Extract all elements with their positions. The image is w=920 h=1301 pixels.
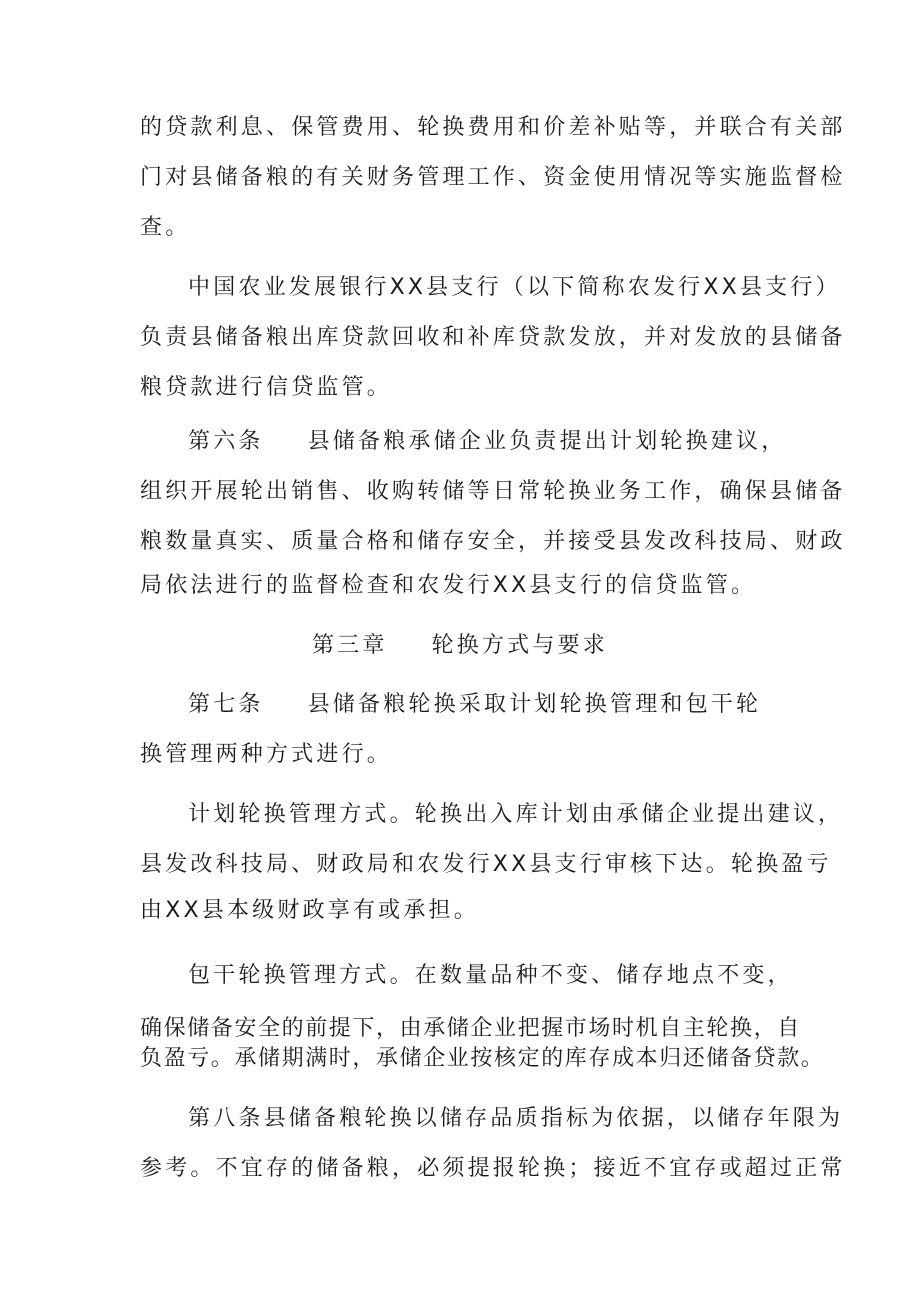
paragraph-line: 计划轮换管理方式。轮换出入库计划由承储企业提出建议， (188, 802, 844, 827)
paragraph-line: 参考。不宜存的储备粮，必须提报轮换；接近不宜存或超过正常 (140, 1156, 846, 1181)
paragraph-line: 县发改科技局、财政局和农发行XX县支行审核下达。轮换盈亏 (140, 852, 832, 877)
paragraph-line: 局依法进行的监督检查和农发行XX县支行的信贷监管。 (140, 573, 757, 598)
paragraph-line: 门对县储备粮的有关财务管理工作、资金使用情况等实施监督检 (140, 165, 846, 190)
chapter-label: 第三章 (311, 633, 388, 658)
article-text: 县储备粮轮换采取计划轮换管理和包干轮 (307, 692, 762, 717)
paragraph-line: 由XX县本级财政享有或承担。 (140, 898, 479, 923)
article-text: 县储备粮承储企业负责提出计划轮换建议， (307, 429, 787, 454)
chapter-heading (0, 631, 920, 661)
article-6-heading (188, 427, 786, 457)
article-7-heading (188, 690, 761, 720)
article-label: 第六条 (188, 429, 264, 454)
article-label: 第七条 (188, 692, 264, 717)
paragraph-line: 的贷款利息、保管费用、轮换费用和价差补贴等，并联合有关部 (140, 115, 846, 140)
chapter-title: 轮换方式与要求 (431, 633, 608, 658)
paragraph-line: 确保储备安全的前提下，由承储企业把握市场时机自主轮换，自 (140, 1016, 801, 1041)
paragraph-line: 负盈亏。承储期满时，承储企业按核定的库存成本归还储备贷款。 (140, 1046, 825, 1071)
paragraph-line: 查。 (140, 215, 191, 240)
paragraph-line: 第八条县储备粮轮换以储存品质指标为依据，以储存年限为 (188, 1106, 844, 1131)
paragraph-line: 组织开展轮出销售、收购转储等日常轮换业务工作，确保县储备 (140, 479, 846, 504)
paragraph-line: 包干轮换管理方式。在数量品种不变、储存地点不变， (188, 963, 793, 988)
paragraph-line: 中国农业发展银行XX县支行（以下简称农发行XX县支行） (188, 275, 841, 300)
paragraph-line: 粮数量真实、质量合格和储存安全，并接受县发改科技局、财政 (140, 529, 846, 554)
paragraph-line: 负责县储备粮出库贷款回收和补库贷款发放，并对发放的县储备 (140, 325, 846, 350)
paragraph-line: 换管理两种方式进行。 (140, 742, 393, 767)
paragraph-line: 粮贷款进行信贷监管。 (140, 375, 393, 400)
